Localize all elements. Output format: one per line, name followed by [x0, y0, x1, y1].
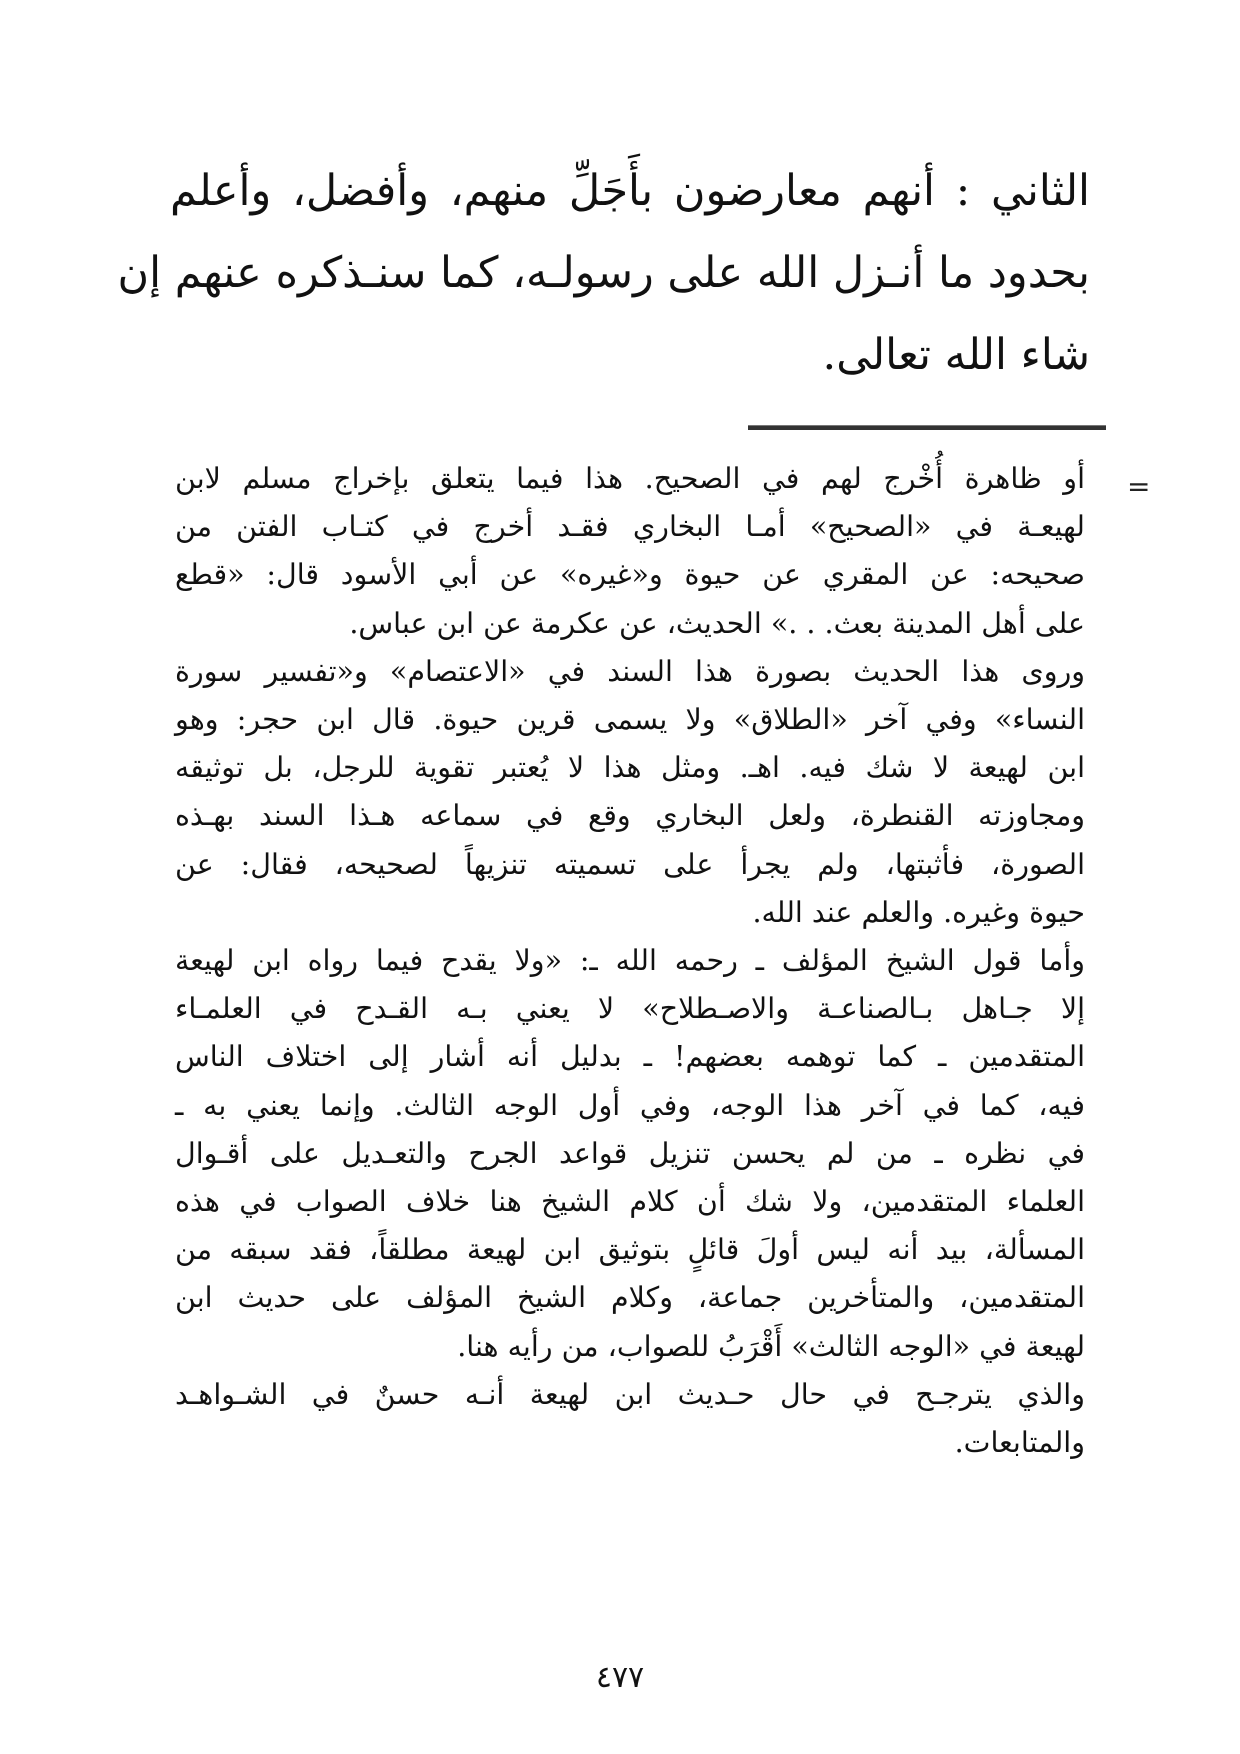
footnote	[175, 455, 1085, 1467]
footnote-line: صحيحه: عن المقري عن حيوة و«غيره» عن أبي الأسود قال: «قطع	[175, 558, 1085, 592]
footnote-line: لهيعة في «الوجه الثالث» أَقْرَبُ للصواب، من رأيه هنا.	[457, 1329, 1085, 1363]
footnote-line: إلا جـاهل بـالصناعـة والاصـطلاح» لا يعني بـه القـدح في العلمـاء	[175, 992, 1085, 1026]
footnote-line: ابن لهيعة لا شك فيه. اهـ. ومثل هذا لا يُعتبر تقوية للرجل، بل توثيقه	[175, 751, 1085, 785]
main-line: بحدود ما أنـزل الله على رسولـه، كما سنـذكره عنهم إن	[117, 248, 1090, 298]
footnote-line: فيه، كما في آخر هذا الوجه، وفي أول الوجه الثالث. وإنما يعني به ـ	[175, 1088, 1085, 1122]
footnote-line: المتقدمين، والمتأخرين جماعة، وكلام الشيخ المؤلف على حديث ابن	[175, 1281, 1085, 1315]
footnote-line: على أهل المدينة بعث. . .» الحديث، عن عكرمة عن ابن عباس.	[349, 606, 1085, 640]
footnote-line: لهيعـة في «الصحيح» أمـا البخاري فقـد أخرج في كتـاب الفتن من	[175, 510, 1085, 544]
footnote-line: والمتابعات.	[954, 1426, 1085, 1460]
main-line: الثاني : أنهم معارضون بأَجَلِّ منهم، وأفضل، وأعلم	[170, 166, 1090, 216]
footnote-line: والذي يترجـح في حال حـديث ابن لهيعة أنـه حسنٌ في الشـواهـد	[175, 1377, 1085, 1411]
main-line: شاء الله تعالى.	[822, 330, 1090, 380]
footnote-line: العلماء المتقدمين، ولا شك أن كلام الشيخ هنا خلاف الصواب في هذه	[175, 1185, 1085, 1219]
footnote-line: ومجاوزته القنطرة، ولعل البخاري وقع في سماعه هـذا السند بهـذه	[175, 799, 1085, 833]
footnote-line: النساء» وفي آخر «الطلاق» ولا يسمى قرين حيوة. قال ابن حجر: وهو	[175, 703, 1085, 737]
footnote-line: وأما قول الشيخ المؤلف ـ رحمه الله ـ: «ولا يقدح فيما رواه ابن لهيعة	[175, 944, 1085, 978]
footnote-line: المتقدمين ـ كما توهمه بعضهم! ـ بدليل أنه أشار إلى اختلاف الناس	[175, 1040, 1085, 1074]
footnote-continuation-marker: =	[1127, 470, 1151, 503]
footnote-line: وروى هذا الحديث بصورة هذا السند في «الاعتصام» و«تفسير سورة	[175, 654, 1085, 688]
footnote-separator	[748, 425, 1106, 430]
page-number: ٤٧٧	[595, 1660, 645, 1695]
footnote-line: حيوة وغيره. والعلم عند الله.	[752, 895, 1085, 929]
main-paragraph	[117, 150, 1090, 396]
footnote-line: المسألة، بيد أنه ليس أولَ قائلٍ بتوثيق ابن لهيعة مطلقاً، فقد سبقه من	[175, 1233, 1085, 1267]
footnote-line: في نظره ـ من لم يحسن تنزيل قواعد الجرح والتعـديل على أقـوال	[175, 1136, 1085, 1170]
footnote-line: الصورة، فأثبتها، ولم يجرأ على تسميته تنزيهاً لصحيحه، فقال: عن	[175, 847, 1085, 881]
footnote-line: أو ظاهرة أُخْرج لهم في الصحيح. هذا فيما يتعلق بإخراج مسلم لابن	[175, 462, 1085, 495]
